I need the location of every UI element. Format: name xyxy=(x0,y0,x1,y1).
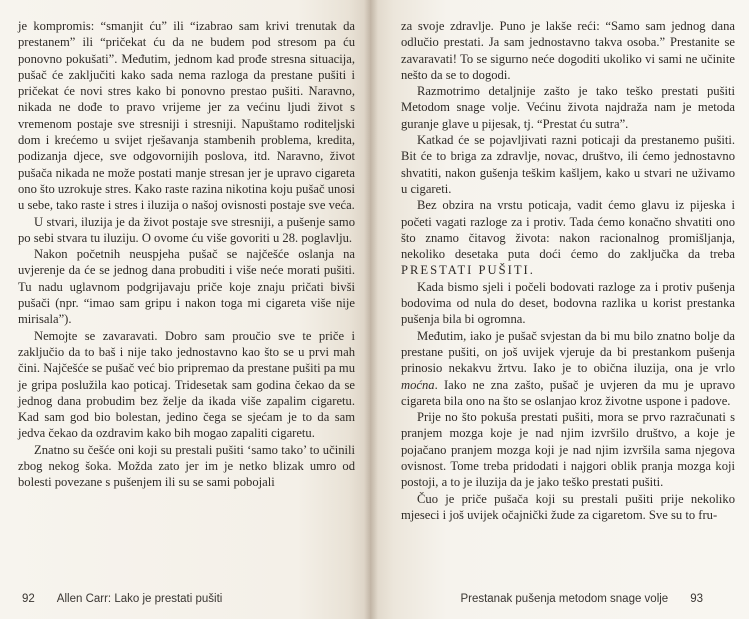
spaced-emphasis: PRESTATI PUŠITI. xyxy=(401,263,535,278)
paragraph: Čuo je priče pušača koji su prestali pušiti prije nekoliko mjeseci i još uvijek očajnički žude za cigaretom. Sve su to fru- xyxy=(401,491,735,522)
book-gutter xyxy=(364,0,378,619)
paragraph xyxy=(401,197,735,278)
page-number: 92 xyxy=(22,593,35,605)
italic-emphasis: moćna xyxy=(401,377,435,392)
paragraph xyxy=(401,328,735,409)
paragraph: za svoje zdravlje. Puno je lakše reći: “Samo sam jednog dana odlučio prestati. Ja sam jednostavno takva osoba.” Prestanite se zavaravati! To se sigurno neće dogoditi ukoliko vi sami ne učinite nešto da se to dogodi. xyxy=(401,19,735,82)
paragraph: Razmotrimo detaljnije zašto je tako teško prestati pušiti Metodom snage volje. Većinu života najdraža nam je metoda guranje glave u pijesak, tj. “Prestat ću sutra”. xyxy=(401,84,735,131)
paragraph: U stvari, iluzija je da život postaje sve stresniji, a pušenje samo po sebi stvara tu iluziju. O ovome ću više govoriti u 28. poglavlju. xyxy=(18,214,355,245)
running-title: Prestanak pušenja metodom snage volje xyxy=(460,593,669,605)
left-page-body xyxy=(18,18,355,491)
right-page xyxy=(371,0,749,619)
paragraph: Nakon početnih neuspjeha pušač se najčešće oslanja na uvjerenje da će se jednog dana probuditi i više neće morati pušiti. Tu nadu uglavnom podgrijavaju priče koje znaju pričati bivši pušači (npr. “imao sam gripu i nakon toga mi cigareta više nije mirisala”). xyxy=(18,247,355,327)
paragraph-text: . Iako ne zna zašto, pušač je uvjeren da mu je upravo cigareta bila ono na što se oslanjao kroz životne uspone i padove. xyxy=(401,377,735,408)
right-page-footer xyxy=(460,591,703,607)
paragraph: Katkad će se pojavljivati razni poticaji da prestanemo pušiti. Bit će to briga za zdravlje, novac, društvo, ili ćemo jednostavno shvatiti, nakon gušenja teškim kašljem, kako u stvari ne uživamo u cigareti. xyxy=(401,133,735,196)
paragraph: Znatno su češće oni koji su prestali pušiti ‘samo tako’ to učinili zbog nekog šoka. Možda zato jer im je netko blizak umro od bolesti povezane s pušenjem ili su se sami pobojali xyxy=(18,442,355,490)
paragraph: je kompromis: “smanjit ću” ili “izabrao sam krivi trenutak da prestanem” ili “pričekat ću da ne budem pod stresom pa ću ponovno pokušati”. Međutim, jednom kad prođe stresna situacija, pušač će zaključiti kako sada nema razloga da prestane pušiti i pričekat će novi stres kako bi ponovno prestao pušiti. Naravno, nikada ne dođe to pravo vrijeme jer za većinu ljudi život s vremenom postaje sve stresniji i stresniji. Napuštamo roditeljski dom i krećemo u svijet rješavanja stambenih problema, kredita, podizanja djece, sve odgovornijih poslova, itd. Naravno, život pušača nikada ne može postati manje stresan jer je upravo cigareta ono što uzrokuje stres. Kako raste razina nikotina koju pušač unosi u sebe, tako raste i stres i iluzija o našoj ovisnosti postaje sve veća. xyxy=(18,19,355,213)
paragraph: Prije no što pokuša prestati pušiti, mora se prvo razračunati s pranjem mozga koje je nad njim izvršilo društvo, a koje je pojačano pranjem mozga koji je nad njim izvršila sama njegova ovisnost. Tome treba pridodati i najgori oblik pranja mozga koji postoji, a to je iluzija da je jako teško prestati pušiti. xyxy=(401,410,735,490)
running-title: Allen Carr: Lako je prestati pušiti xyxy=(56,593,223,605)
left-page xyxy=(0,0,371,619)
left-page-footer xyxy=(22,591,222,607)
paragraph: Kada bismo sjeli i počeli bodovati razloge za i protiv pušenja bodovima od nula do deset, bodovna razlika u korist prestanka pušenja bila bi ogromna. xyxy=(401,279,735,327)
paragraph: Nemojte se zavaravati. Dobro sam proučio sve te priče i zaključio da to baš i nije tako jednostavno kao što se u prvi mah čini. Najčešće se pušač već bio pripremao da prestane pušiti pa mu je gripa poslužila kao poticaj. Tridesetak sam godina čekao da se jednog dana probudim bez želje da ikada više zapalim cigaretu. Kad sam god bio bolestan, jedino čega se sjećam je to da sam jedva čekao da ozdravim kako bih mogao zapaliti cigaretu. xyxy=(18,328,355,441)
paragraph-text: Bez obzira na vrstu poticaja, vadit ćemo glavu iz pijeska i početi vagati razloge za i protiv. Tada ćemo konačno shvatiti ono što znamo čitavog života: nakon racionalnog promišljanja, nekoliko desetaka puta doći ćemo do zaključka da treba xyxy=(401,198,735,262)
page-number: 93 xyxy=(690,593,703,605)
right-page-body xyxy=(401,18,735,523)
paragraph-text: Međutim, iako je pušač svjestan da bi mu bilo znatno bolje da prestane pušiti, on još uvijek vjeruje da bi prestankom pušenja prinosio nekakvu žrtvu. Iako je to obična iluzija, ona je vrlo xyxy=(401,328,735,376)
